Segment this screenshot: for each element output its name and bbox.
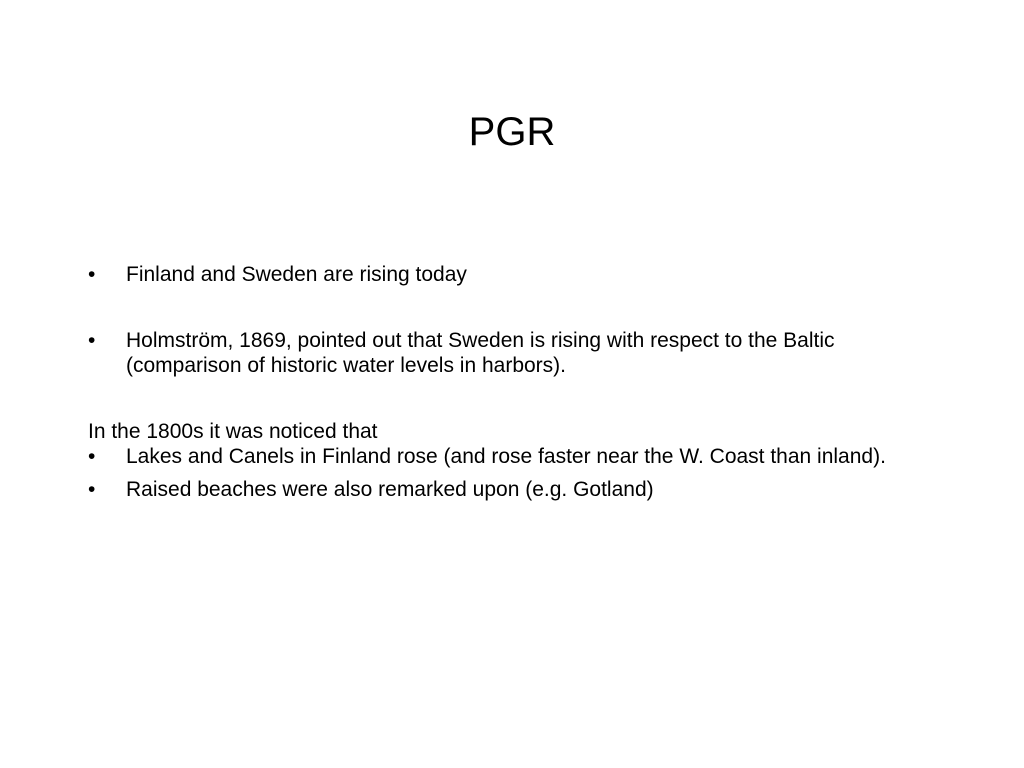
bullet-item [88, 328, 948, 378]
intro-line: In the 1800s it was noticed that [88, 420, 378, 443]
bullet-text: Raised beaches were also remarked upon (e.g. Gotland) [126, 478, 654, 501]
bullet-icon: • [88, 445, 96, 468]
slide-title: PGR [468, 110, 556, 154]
bullet-item [88, 262, 948, 287]
bullet-text: Finland and Sweden are rising today [126, 263, 467, 286]
bullet-icon: • [88, 329, 96, 352]
bullet-icon: • [88, 263, 96, 286]
bullet-item [88, 477, 948, 502]
bullet-text: Holmström, 1869, pointed out that Sweden is rising with respect to the Baltic (comparison of historic water levels in harbors). [126, 329, 835, 377]
bullet-icon: • [88, 478, 96, 501]
bullet-item [88, 444, 948, 469]
bullet-text: Lakes and Canels in Finland rose (and rose faster near the W. Coast than inland). [126, 445, 886, 468]
slide-body [88, 262, 948, 502]
